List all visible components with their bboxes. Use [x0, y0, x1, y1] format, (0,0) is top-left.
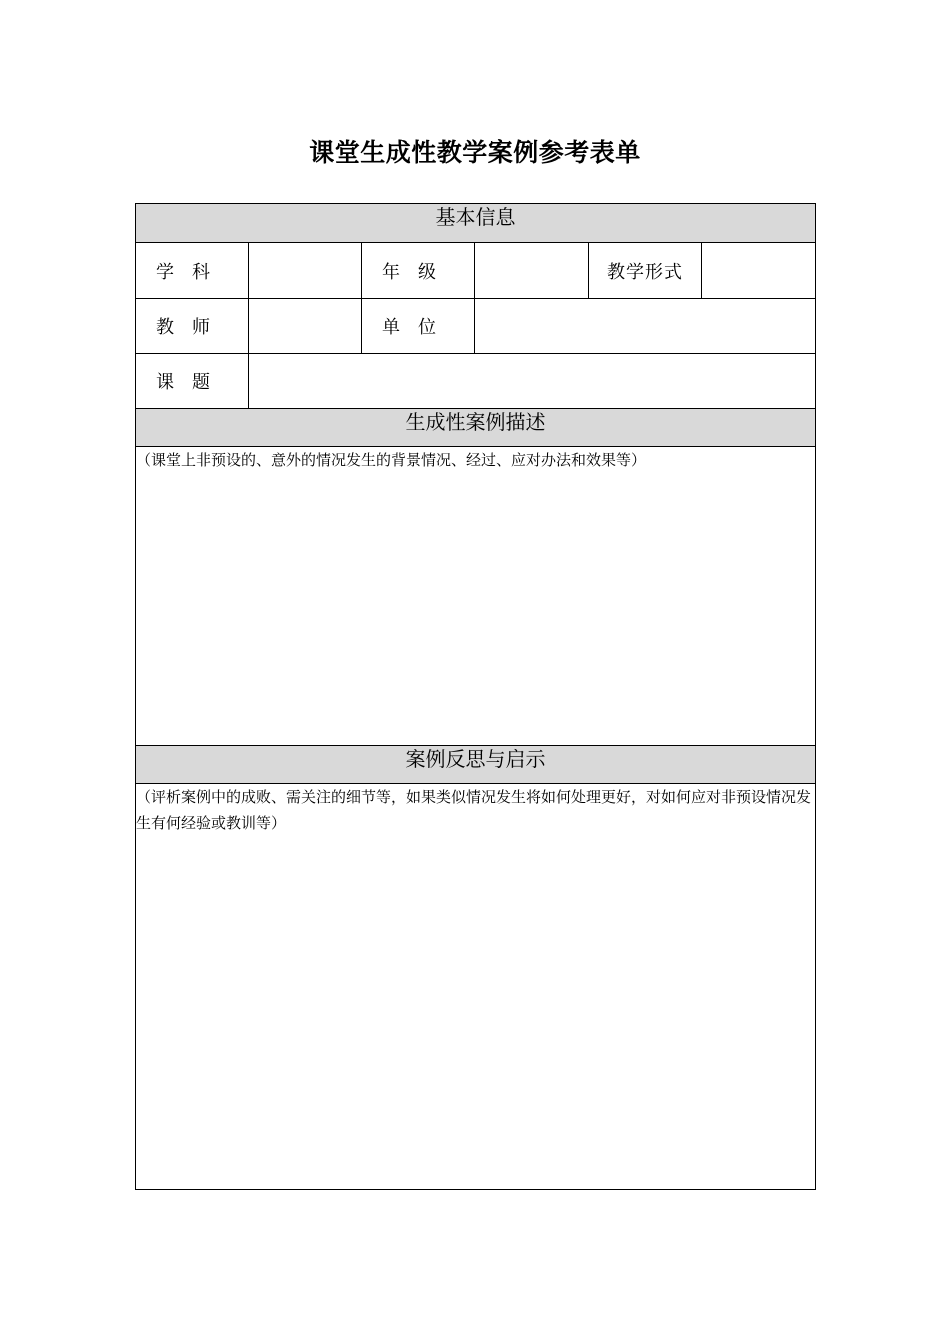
grade-field[interactable]	[475, 243, 589, 299]
teaching-form-field[interactable]	[702, 243, 816, 299]
teacher-label: 教师	[136, 299, 249, 354]
reflection-area[interactable]: （评析案例中的成败、需关注的细节等，如果类似情况发生将如何处理更好，对如何应对非预设情况发生有何经验或教训等）	[136, 784, 816, 1190]
subject-field[interactable]	[249, 243, 362, 299]
case-description-area[interactable]: （课堂上非预设的、意外的情况发生的背景情况、经过、应对办法和效果等）	[136, 447, 816, 746]
unit-label: 单位	[362, 299, 475, 354]
teacher-field[interactable]	[249, 299, 362, 354]
subject-label: 学科	[136, 243, 249, 299]
unit-field[interactable]	[475, 299, 816, 354]
page-title: 课堂生成性教学案例参考表单	[309, 138, 641, 167]
topic-label: 课题	[136, 354, 249, 409]
case-description-header: 生成性案例描述	[136, 409, 816, 447]
grade-label: 年级	[362, 243, 475, 299]
teaching-form-label: 教学形式	[589, 243, 702, 299]
basic-info-header: 基本信息	[136, 204, 816, 243]
topic-field[interactable]	[249, 354, 816, 409]
case-form-table	[135, 203, 816, 1190]
reflection-header: 案例反思与启示	[136, 746, 816, 784]
